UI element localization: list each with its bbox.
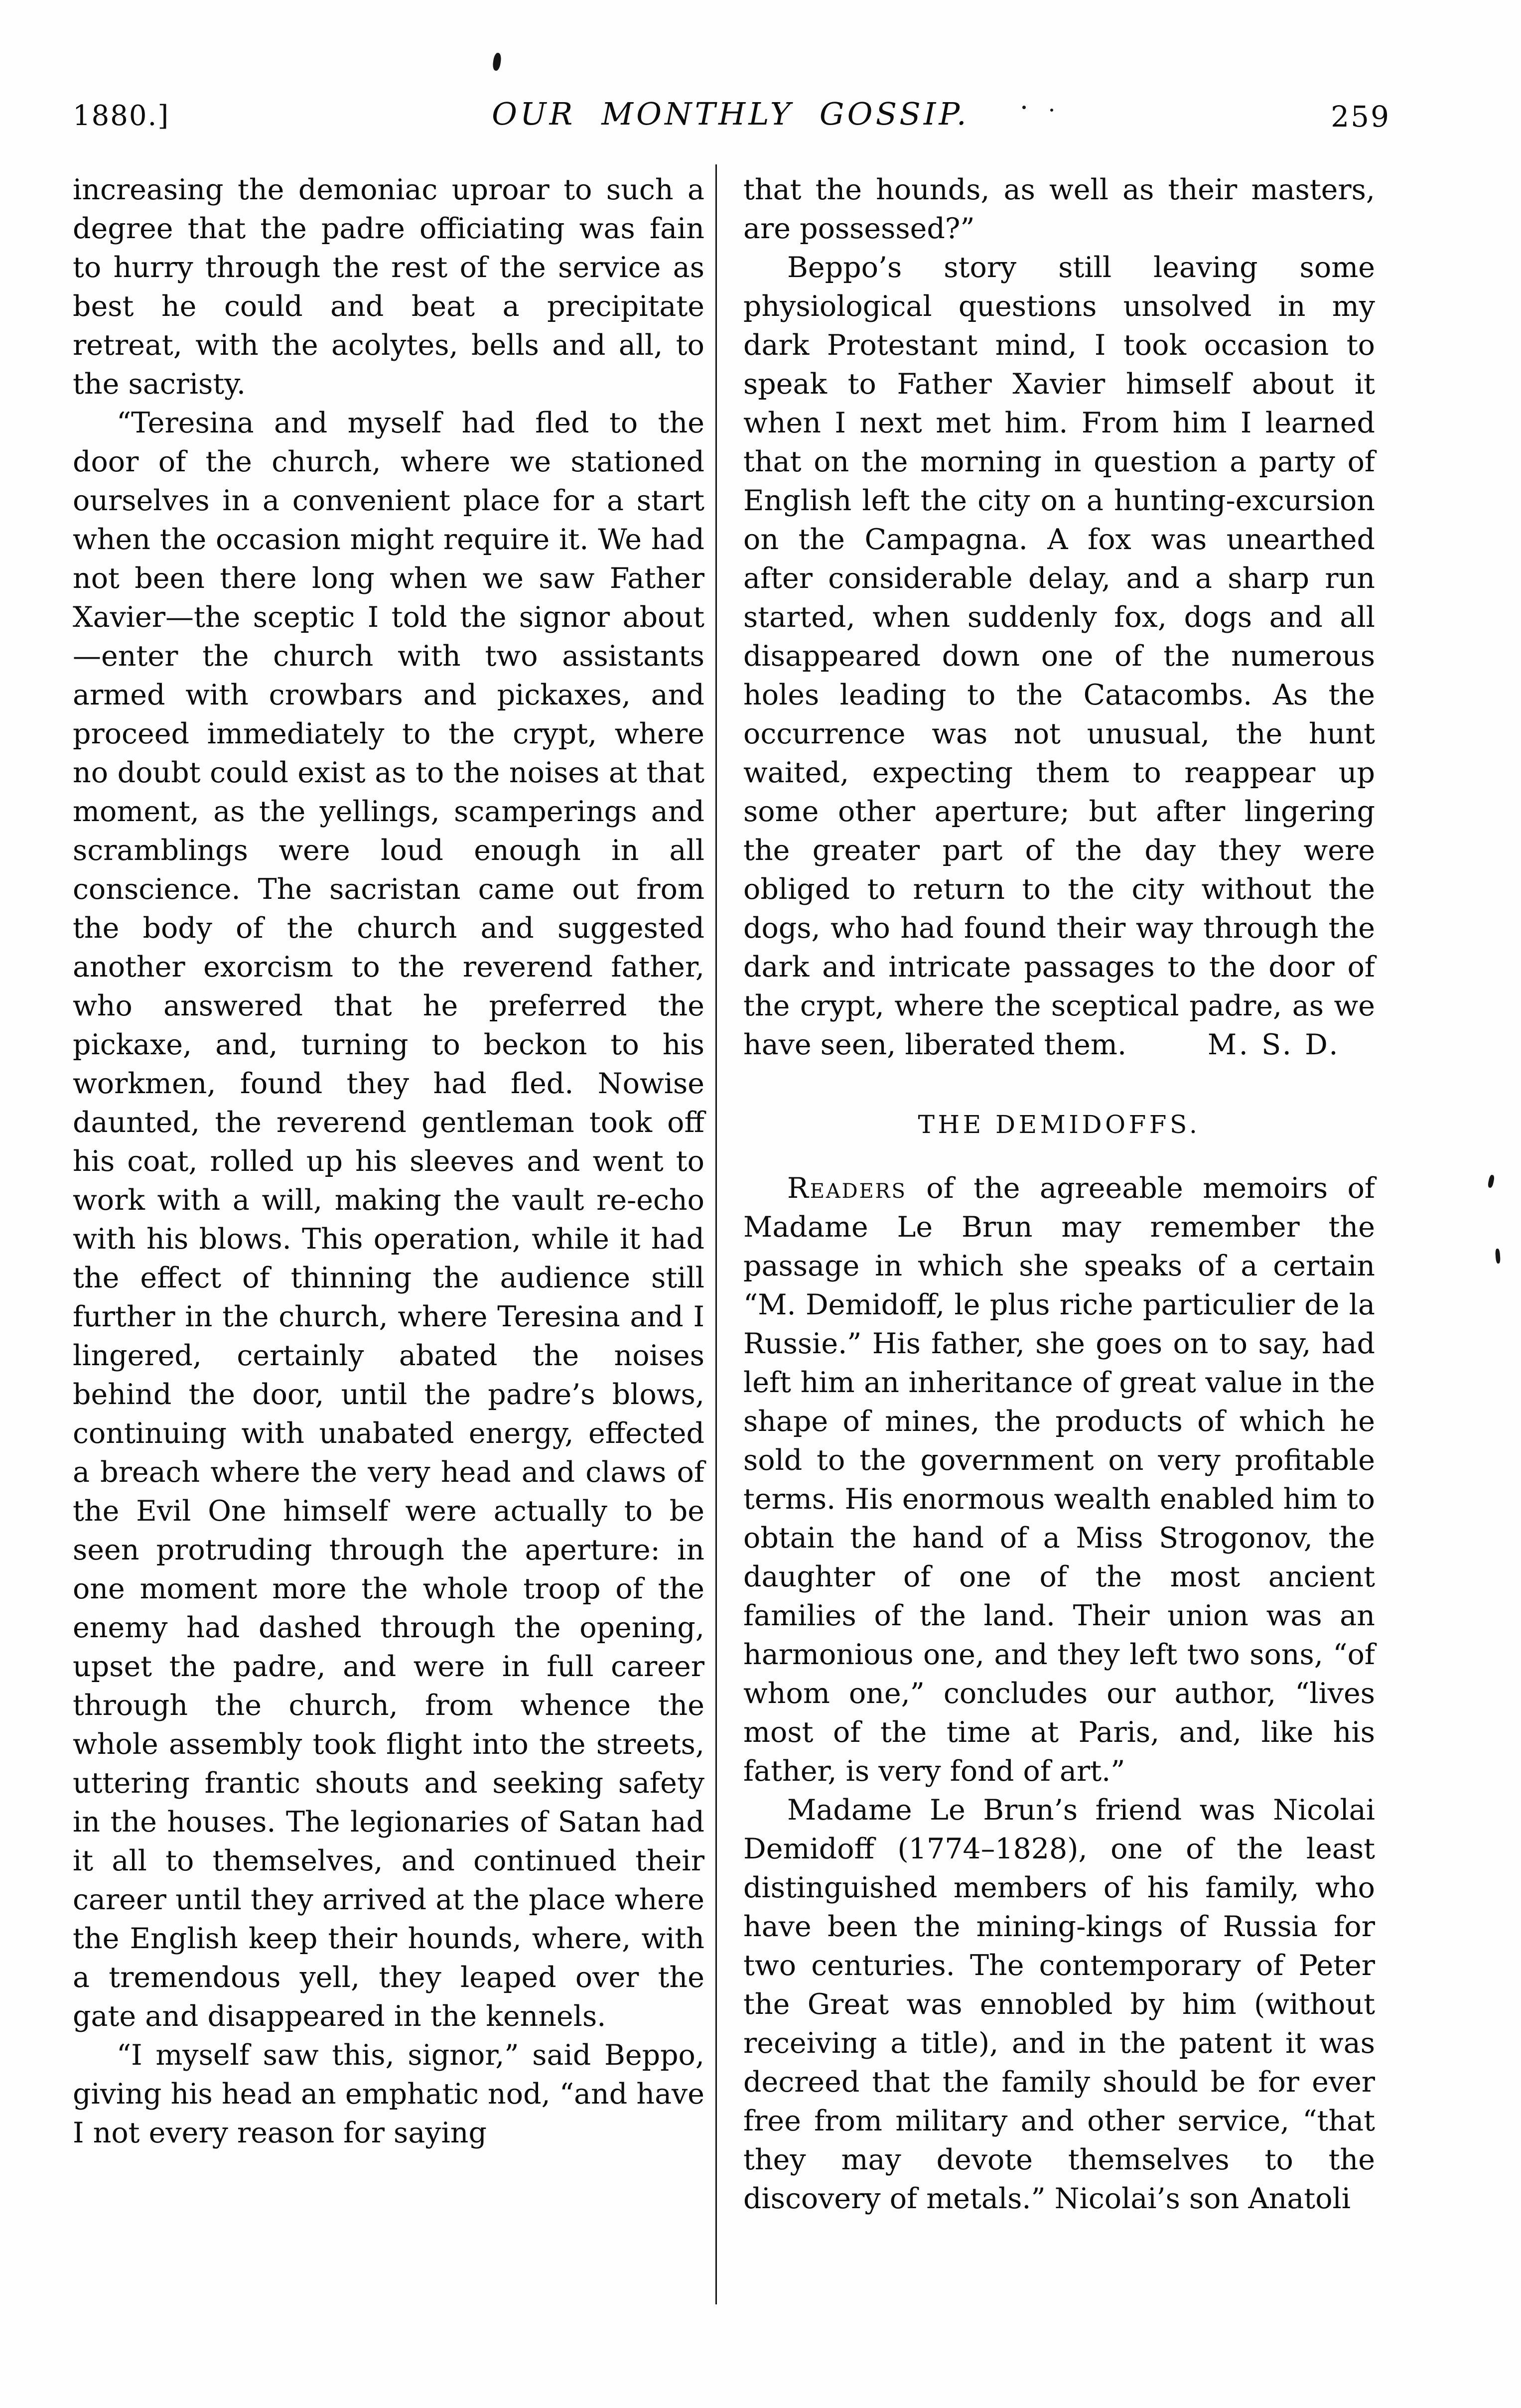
paragraph: “I myself saw this, signor,” said Beppo, giving his head an emphatic nod, “and have I not every reason for saying xyxy=(73,2039,704,2149)
ink-speck xyxy=(1487,1174,1495,1188)
paragraph: increasing the demoniac uproar to such a degree that the padre officiating was fain to hurry through the rest of the service as best he could and beat a precipitate retreat, with the acolytes, bells and all, to the sacristy. xyxy=(73,173,704,401)
running-head-page-number: 259 xyxy=(1331,100,1390,134)
paragraph: that the hounds, as well as their masters, are possessed?” xyxy=(743,173,1375,245)
paragraph: Madame Le Brun’s friend was Nicolai Demidoff (1774–1828), one of the least distinguished members of his family, who have been the mining-kings of Russia for two centuries. The contemporary of Peter the Great was ennobled by him (without receiving a title), and in the patent it was decreed that the family should be for ever free from military and other service, “that they may devote themselves to the discovery of metals.” Nicolai’s son Anatoli xyxy=(743,1794,1375,2215)
column-divider-rule xyxy=(715,164,717,2304)
text-column-left xyxy=(73,170,704,2152)
section-heading: THE DEMIDOFFS. xyxy=(918,1110,1201,1139)
paragraph: Readers of the agreeable memoirs of Madame Le Brun may remember the passage in which she speaks of a certain “M. Demidoff, le plus riche particulier de la Russie.” His father, she goes on to say, had left him an inheritance of great value in the shape of mines, the products of which he sold to the government on very profitable terms. His enormous wealth enabled him to obtain the hand of a Miss Strogonov, the daughter of one of the most ancient families of the land. Their union was an harmonious one, and they left two sons, “of whom one,” concludes our author, “lives most of the time at Paris, and, like his father, is very fond of art.” xyxy=(743,1172,1375,1788)
running-head-date: 1880.] xyxy=(73,100,170,132)
ink-speck xyxy=(1495,1249,1501,1264)
running-head-title: OUR MONTHLY GOSSIP. xyxy=(492,96,969,132)
ink-speck xyxy=(492,52,502,71)
text-column-right xyxy=(743,170,1375,2218)
paragraph: Beppo’s story still leaving some physiological questions unsolved in my dark Protestant mind, I took occasion to speak to Father Xavier himself about it when I next met him. From him I learned that on the morning in question a party of English left the city on a hunting-excursion on the Campagna. A fox was unearthed after considerable delay, and a sharp run started, when suddenly fox, dogs and all disappeared down one of the numerous holes leading to the Catacombs. As the occurrence was not unusual, the hunt waited, expecting them to reappear up some other aperture; but after lingering the greater part of the day they were obliged to return to the city without the dogs, who had found their way through the dark and intricate passages to the door of the crypt, where the sceptical padre, as we have seen, liberated them. M. S. D. xyxy=(743,248,1375,1064)
paragraph-lead: Readers xyxy=(787,1172,907,1205)
paragraph: “Teresina and myself had fled to the door of the church, where we stationed ourselves in a convenient place for a start when the occasion might require it. We had not been there long when we saw Father Xavier—the sceptic I told the signor about—enter the church with two assistants armed with crowbars and pickaxes, and proceed immediately to the crypt, where no doubt could exist as to the noises at that moment, as the yellings, scamperings and scramblings were loud enough in all conscience. The sacristan came out from the body of the church and suggested another exorcism to the reverend father, who answered that he preferred the pickaxe, and, turning to beckon to his workmen, found they had fled. Nowise daunted, the reverend gentleman took off his coat, rolled up his sleeves and went to work with a will, making the vault re-echo with his blows. This operation, while it had the effect of thinning the audience still further in the church, where Teresina and I lingered, certainly abated the noises behind the door, until the padre’s blows, continuing with unabated energy, effected a breach where the very head and claws of the Evil One himself were actually to be seen protruding through the aperture: in one moment more the whole troop of the enemy had dashed through the opening, upset the padre, and were in full career through the church, from whence the whole assembly took flight into the streets, uttering frantic shouts and seeking safety in the houses. The legionaries of Satan had it all to themselves, and continued their career until they arrived at the place where the English keep their hounds, where, with a tremendous yell, they leaped over the gate and disappeared in the kennels. xyxy=(73,407,704,2033)
author-initials: M. S. D. xyxy=(1207,1028,1340,1061)
